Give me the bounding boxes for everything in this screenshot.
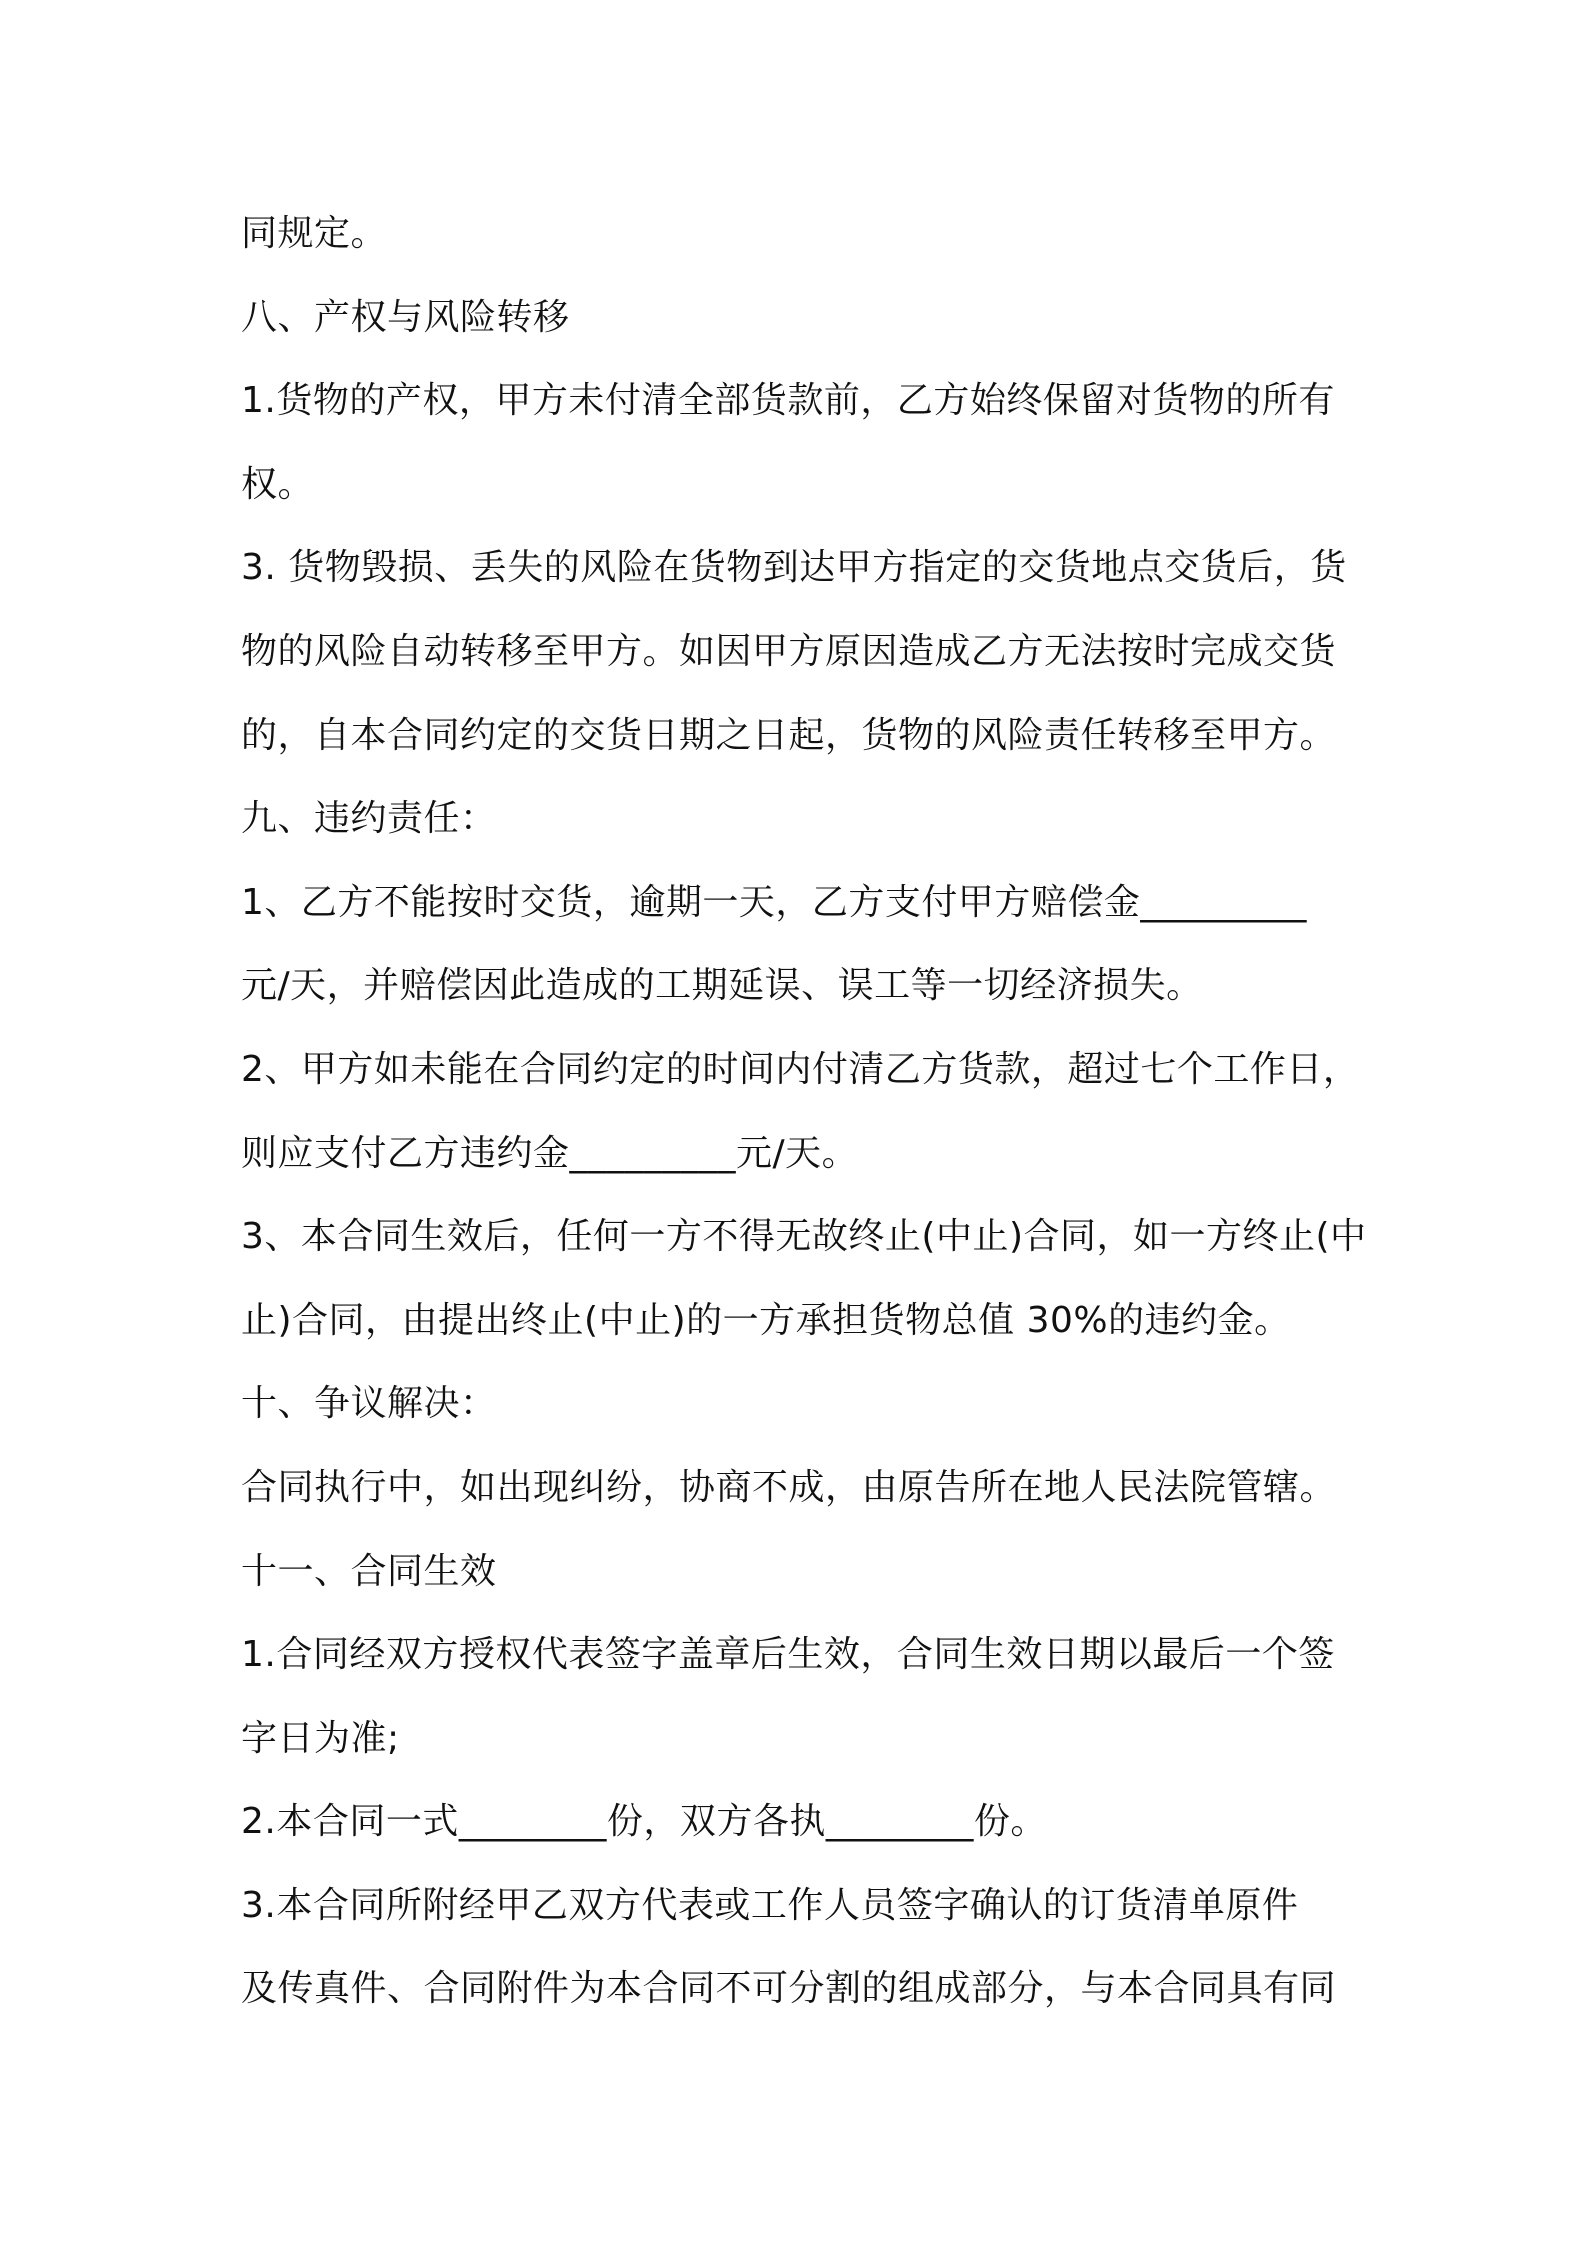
text-line: 1.合同经双方授权代表签字盖章后生效，合同生效日期以最后一个签 — [241, 1634, 1335, 1676]
text-line: 物的风险自动转移至甲方。如因甲方原因造成乙方无法按时完成交货 — [241, 630, 1337, 672]
text-line: 2.本合同一式________份，双方各执________份。 — [241, 1801, 1047, 1843]
text-line: 合同执行中，如出现纠纷，协商不成，由原告所在地人民法院管辖。 — [241, 1466, 1337, 1508]
contract-text — [241, 192, 1367, 2031]
text-line: 1、乙方不能按时交货，逾期一天，乙方支付甲方赔偿金_________ — [241, 881, 1307, 923]
text-line: 元/天，并赔偿因此造成的工期延误、误工等一切经济损失。 — [241, 965, 1203, 1007]
section-heading-dispute: 十、争议解决： — [241, 1383, 497, 1425]
section-heading-effect: 十一、合同生效 — [241, 1550, 497, 1592]
text-line: 权。 — [241, 463, 315, 505]
text-line: 止)合同，由提出终止(中止)的一方承担货物总值 30%的违约金。 — [241, 1299, 1291, 1341]
text-line: 及传真件、合同附件为本合同不可分割的组成部分，与本合同具有同 — [241, 1968, 1337, 2010]
text-line: 1.货物的产权，甲方未付清全部货款前，乙方始终保留对货物的所有 — [241, 380, 1335, 422]
text-line: 的，自本合同约定的交货日期之日起，货物的风险责任转移至甲方。 — [241, 714, 1337, 756]
text-line: 3、本合同生效后，任何一方不得无故终止(中止)合同，如一方终止(中 — [241, 1216, 1367, 1258]
text-line: 同规定。 — [241, 213, 388, 254]
section-heading-liability: 九、违约责任： — [241, 798, 497, 840]
text-line: 2、甲方如未能在合同约定的时间内付清乙方货款，超过七个工作日， — [241, 1048, 1360, 1090]
text-line: 字日为准; — [241, 1717, 400, 1759]
text-line: 3.本合同所附经甲乙双方代表或工作人员签字确认的订货清单原件 — [241, 1884, 1299, 1926]
text-line: 则应支付乙方违约金_________元/天。 — [241, 1132, 859, 1174]
text-line: 3. 货物毁损、丢失的风险在货物到达甲方指定的交货地点交货后，货 — [241, 547, 1347, 589]
section-heading-property-risk: 八、产权与风险转移 — [241, 296, 570, 338]
